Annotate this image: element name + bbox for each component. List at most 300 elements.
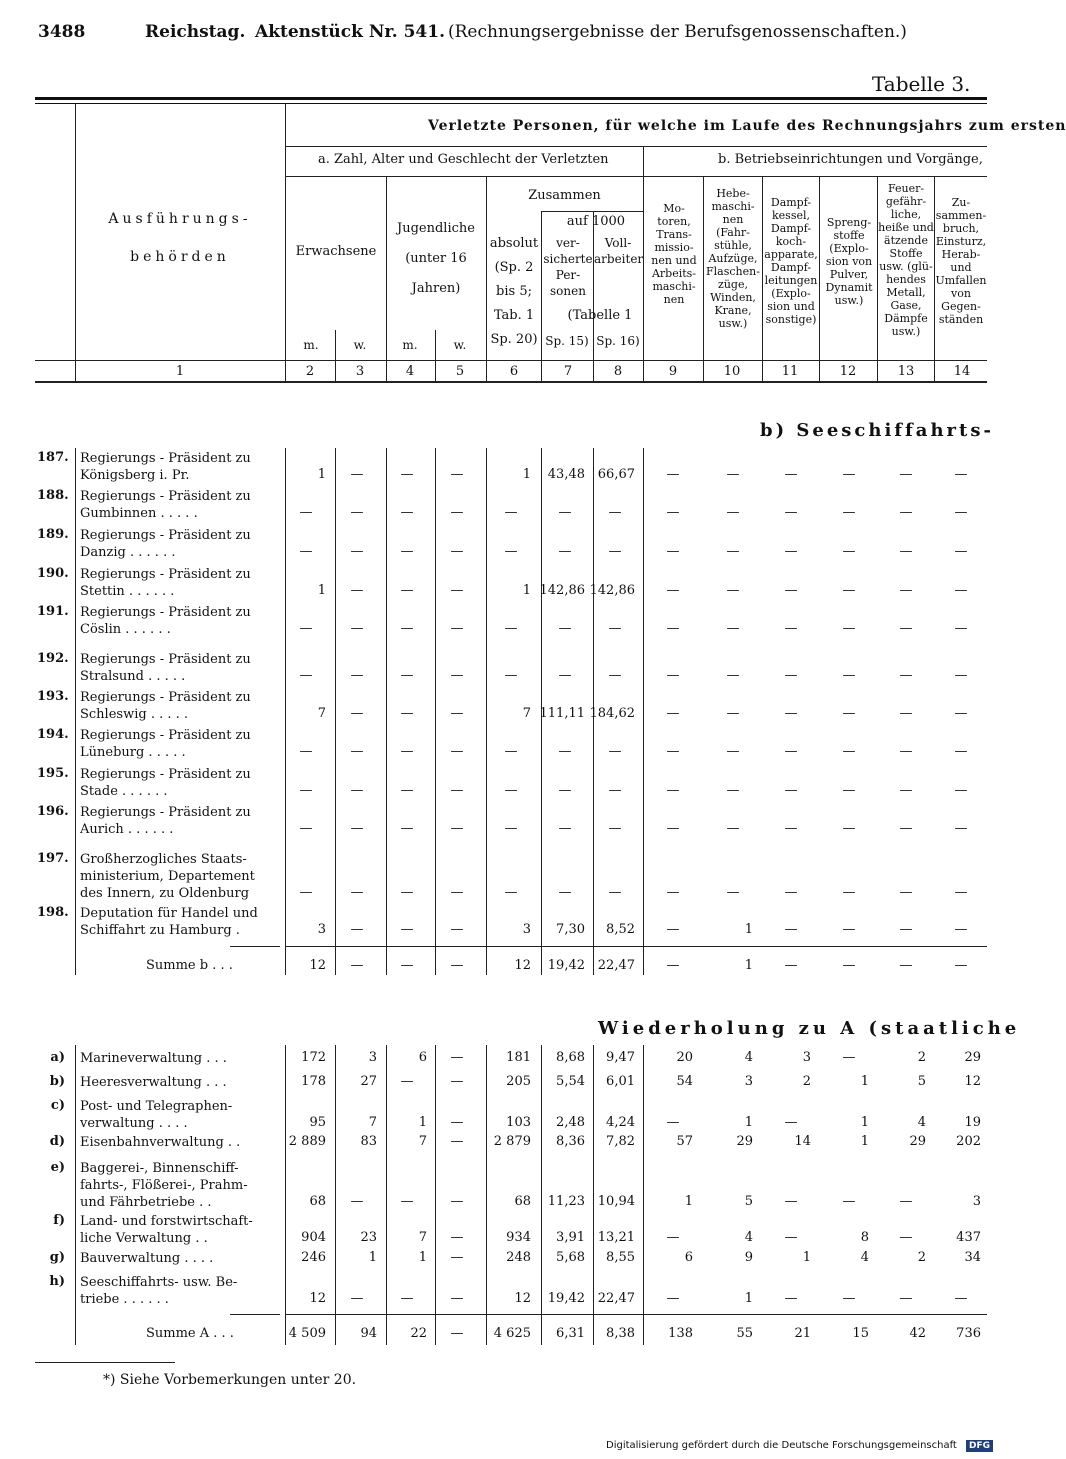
table-cell: — bbox=[400, 583, 414, 598]
table-cell: — bbox=[899, 783, 913, 798]
table-cell: — bbox=[350, 1194, 364, 1209]
table-cell: — bbox=[842, 544, 856, 559]
table-cell: — bbox=[899, 885, 913, 900]
table-cell: — bbox=[666, 885, 680, 900]
table-cell: — bbox=[899, 583, 913, 598]
table-cell: — bbox=[504, 621, 518, 636]
row-label: Baggerei-, Binnenschiff- bbox=[80, 1161, 239, 1176]
row-number: 197. bbox=[37, 851, 69, 866]
table-cell: — bbox=[842, 467, 856, 482]
table-cell: 5 bbox=[744, 1194, 753, 1209]
table-cell: — bbox=[842, 505, 856, 520]
row-label: Eisenbahnverwaltung . . bbox=[80, 1135, 241, 1150]
table-cell: — bbox=[299, 621, 313, 636]
table-cell: — bbox=[350, 1291, 364, 1306]
column-number: 14 bbox=[953, 364, 971, 379]
table-cell: — bbox=[450, 621, 464, 636]
grid-line bbox=[75, 1045, 76, 1345]
table-cell: — bbox=[784, 583, 798, 598]
table-cell: 4 bbox=[744, 1050, 753, 1065]
row-number: h) bbox=[49, 1274, 65, 1289]
table-cell: 111,11 bbox=[539, 706, 585, 721]
table-cell: — bbox=[450, 706, 464, 721]
table-cell: — bbox=[450, 668, 464, 683]
table-cell: — bbox=[450, 1050, 464, 1065]
sum-cell: 1 bbox=[744, 958, 753, 973]
column-number: 8 bbox=[613, 364, 623, 379]
table-cell: 29 bbox=[736, 1134, 753, 1149]
table-cell: 8 bbox=[860, 1230, 869, 1245]
table-cell: 178 bbox=[301, 1074, 326, 1089]
table-cell: — bbox=[842, 1291, 856, 1306]
table-cell: — bbox=[784, 505, 798, 520]
table-cell: — bbox=[350, 505, 364, 520]
table-cell: — bbox=[954, 467, 968, 482]
dfg-logo: DFG bbox=[966, 1440, 993, 1452]
auf1000-header: auf 1000 bbox=[566, 214, 626, 229]
row-label: liche Verwaltung . . bbox=[80, 1231, 208, 1246]
row-label: Regierungs - Präsident zu bbox=[80, 767, 251, 782]
vollarbeiter-header: Voll- arbeiter bbox=[594, 236, 644, 266]
table-cell: 3 bbox=[522, 922, 531, 937]
table-cell: — bbox=[954, 505, 968, 520]
row-number: f) bbox=[53, 1213, 65, 1228]
table-cell: 1 bbox=[522, 467, 531, 482]
table-cell: — bbox=[450, 1194, 464, 1209]
table-cell: 1 bbox=[317, 583, 326, 598]
table-cell: — bbox=[842, 621, 856, 636]
column-number: 1 bbox=[175, 364, 185, 379]
row-label: Königsberg i. Pr. bbox=[80, 468, 190, 483]
table-cell: — bbox=[842, 885, 856, 900]
table-cell: — bbox=[784, 885, 798, 900]
table-cell: 2 879 bbox=[493, 1134, 531, 1149]
table-cell: 9 bbox=[744, 1250, 753, 1265]
table-cell: — bbox=[726, 668, 740, 683]
row-label: Schleswig . . . . . bbox=[80, 707, 189, 722]
table-cell: 3 bbox=[744, 1074, 753, 1089]
row-number: d) bbox=[49, 1134, 65, 1149]
col11-header: Dampf- kessel, Dampf- koch- apparate, Dampf- leitungen (Explo- sion und sonstige) bbox=[764, 196, 818, 326]
table-cell: — bbox=[954, 783, 968, 798]
stub-header: Ausführungs- behörden bbox=[108, 211, 252, 265]
header-line bbox=[75, 104, 76, 381]
table-cell: 12 bbox=[964, 1074, 981, 1089]
sum-cell: — bbox=[954, 958, 968, 973]
credit-text: Digitalisierung gefördert durch die Deutsche Forschungsgemeinschaft bbox=[606, 1440, 957, 1451]
table-label: Tabelle 3. bbox=[872, 72, 971, 96]
col13-header: Feuer- gefähr- liche, heiße und ätzende Stoffe usw. (glü- hendes Metall, Gase, Dämpfe usw.) bbox=[878, 182, 934, 338]
sum-cell: — bbox=[666, 958, 680, 973]
table-cell: 246 bbox=[301, 1250, 326, 1265]
row-number: 193. bbox=[37, 689, 69, 704]
table-cell: — bbox=[608, 544, 622, 559]
sum-rule bbox=[230, 946, 280, 947]
column-number: 7 bbox=[563, 364, 573, 379]
table-cell: — bbox=[666, 744, 680, 759]
table-cell: — bbox=[450, 467, 464, 482]
row-label: Bauverwaltung . . . . bbox=[80, 1251, 214, 1266]
table-cell: — bbox=[784, 744, 798, 759]
header-rule-second bbox=[35, 103, 987, 104]
absolut-header: absolut (Sp. 2 bis 5; Tab. 1 Sp. 20) bbox=[489, 236, 539, 347]
table-cell: 1 bbox=[744, 1291, 753, 1306]
row-label: Danzig . . . . . . bbox=[80, 545, 176, 560]
sum-cell: 6,31 bbox=[556, 1326, 585, 1341]
table-cell: — bbox=[784, 467, 798, 482]
row-number: c) bbox=[50, 1098, 65, 1113]
row-number: e) bbox=[50, 1160, 65, 1175]
sum-cell: 4 625 bbox=[493, 1326, 531, 1341]
table-cell: 2,48 bbox=[556, 1115, 585, 1130]
table-cell: — bbox=[400, 621, 414, 636]
table-cell: — bbox=[726, 505, 740, 520]
table-cell: — bbox=[899, 505, 913, 520]
sum-cell: 8,38 bbox=[606, 1326, 635, 1341]
sum-cell: — bbox=[899, 958, 913, 973]
col14-header: Zu- sammen- bruch, Einsturz, Herab- und Umfallen von Gegen- ständen bbox=[935, 196, 987, 326]
section-repetition-title: Wiederholung zu A (staatliche bbox=[598, 1018, 1021, 1039]
column-number: 9 bbox=[668, 364, 678, 379]
table-cell: 29 bbox=[909, 1134, 926, 1149]
table-cell: — bbox=[299, 821, 313, 836]
sp16-note: Sp. 16) bbox=[596, 334, 640, 348]
table-cell: 11,23 bbox=[547, 1194, 585, 1209]
row-number: b) bbox=[49, 1074, 65, 1089]
table-cell: 437 bbox=[956, 1230, 981, 1245]
row-label: Gumbinnen . . . . . bbox=[80, 506, 198, 521]
table-cell: — bbox=[666, 783, 680, 798]
table-cell: — bbox=[726, 544, 740, 559]
table-cell: — bbox=[450, 1134, 464, 1149]
col9-header: Mo- toren, Trans- missio- nen und Arbeits- maschi- nen bbox=[651, 202, 697, 306]
table-cell: — bbox=[842, 1050, 856, 1065]
table-cell: — bbox=[450, 1115, 464, 1130]
table-cell: 904 bbox=[301, 1230, 326, 1245]
row-label: Regierungs - Präsident zu bbox=[80, 489, 251, 504]
table-cell: — bbox=[350, 544, 364, 559]
zusammen-header: Zusammen bbox=[528, 188, 601, 203]
table-cell: — bbox=[558, 505, 572, 520]
column-number: 6 bbox=[509, 364, 519, 379]
sum-cell: 21 bbox=[794, 1326, 811, 1341]
header-rule-top bbox=[35, 97, 987, 100]
sum-cell: 12 bbox=[309, 958, 326, 973]
table-cell: 7 bbox=[317, 706, 326, 721]
column-number: 5 bbox=[455, 364, 465, 379]
table-cell: 184,62 bbox=[589, 706, 635, 721]
table-cell: — bbox=[666, 821, 680, 836]
row-label: Regierungs - Präsident zu bbox=[80, 528, 251, 543]
header-line bbox=[486, 176, 487, 381]
male-label: m. bbox=[402, 338, 418, 352]
table-cell: — bbox=[450, 922, 464, 937]
row-number: 188. bbox=[37, 488, 69, 503]
digitization-credit bbox=[606, 1440, 993, 1452]
table-cell: — bbox=[504, 505, 518, 520]
table-cell: — bbox=[608, 885, 622, 900]
table-cell: 22,47 bbox=[597, 1291, 635, 1306]
table-cell: — bbox=[558, 668, 572, 683]
table-cell: 7 bbox=[418, 1134, 427, 1149]
table-cell: 2 bbox=[917, 1050, 926, 1065]
row-number: 196. bbox=[37, 804, 69, 819]
table-cell: — bbox=[350, 467, 364, 482]
row-label: Land- und forstwirtschaft- bbox=[80, 1214, 253, 1229]
table-cell: 12 bbox=[309, 1291, 326, 1306]
table-cell: — bbox=[450, 1291, 464, 1306]
grid-line bbox=[643, 448, 644, 975]
table-cell: — bbox=[400, 922, 414, 937]
table-cell: 3,91 bbox=[556, 1230, 585, 1245]
row-label: Großherzogliches Staats- bbox=[80, 852, 247, 867]
group-b-header: b. Betriebseinrichtungen und Vorgänge, bbox=[718, 152, 983, 167]
table-cell: 3 bbox=[317, 922, 326, 937]
table-cell: — bbox=[954, 922, 968, 937]
table-cell: 1 bbox=[317, 467, 326, 482]
row-number: 191. bbox=[37, 604, 69, 619]
table-cell: 10,94 bbox=[597, 1194, 635, 1209]
table-cell: — bbox=[299, 505, 313, 520]
table-cell: 8,55 bbox=[606, 1250, 635, 1265]
sum-cell: 736 bbox=[956, 1326, 981, 1341]
row-label: Stralsund . . . . . bbox=[80, 669, 186, 684]
table-cell: — bbox=[558, 744, 572, 759]
table-cell: — bbox=[842, 583, 856, 598]
table-cell: — bbox=[726, 706, 740, 721]
row-label: Cöslin . . . . . . bbox=[80, 622, 171, 637]
table-cell: — bbox=[450, 583, 464, 598]
table-cell: 1 bbox=[860, 1134, 869, 1149]
table-cell: 7 bbox=[368, 1115, 377, 1130]
table-cell: — bbox=[504, 885, 518, 900]
table-cell: — bbox=[299, 885, 313, 900]
table-cell: — bbox=[400, 1074, 414, 1089]
row-label: Heeresverwaltung . . . bbox=[80, 1075, 227, 1090]
table-cell: 1 bbox=[522, 583, 531, 598]
table-cell: — bbox=[350, 621, 364, 636]
row-number: 192. bbox=[37, 651, 69, 666]
table-cell: — bbox=[666, 1291, 680, 1306]
row-label: Stade . . . . . . bbox=[80, 784, 168, 799]
table-cell: — bbox=[954, 668, 968, 683]
table-cell: — bbox=[954, 583, 968, 598]
row-label: Post- und Telegraphen- bbox=[80, 1099, 233, 1114]
section-b-title: b) Seeschiffahrts- bbox=[760, 420, 994, 441]
table-cell: 7 bbox=[522, 706, 531, 721]
row-label: Aurich . . . . . . bbox=[80, 822, 174, 837]
sum-cell: 138 bbox=[668, 1326, 693, 1341]
column-number: 10 bbox=[723, 364, 741, 379]
table-cell: — bbox=[558, 783, 572, 798]
table-cell: — bbox=[842, 821, 856, 836]
page-number: 3488 bbox=[38, 22, 86, 42]
row-label: Marineverwaltung . . . bbox=[80, 1051, 227, 1066]
jugendliche-header: Jugendliche (unter 16 Jahren) bbox=[397, 221, 475, 296]
sum-cell: — bbox=[784, 958, 798, 973]
table-cell: — bbox=[608, 505, 622, 520]
table-cell: 68 bbox=[514, 1194, 531, 1209]
table-cell: 29 bbox=[964, 1050, 981, 1065]
table-cell: — bbox=[899, 821, 913, 836]
table-cell: — bbox=[504, 544, 518, 559]
table-cell: 6 bbox=[418, 1050, 427, 1065]
table-cell: — bbox=[400, 467, 414, 482]
table-cell: — bbox=[400, 1291, 414, 1306]
table-cell: 95 bbox=[309, 1115, 326, 1130]
sum-cell: — bbox=[450, 958, 464, 973]
row-label: Regierungs - Präsident zu bbox=[80, 690, 251, 705]
row-number: 189. bbox=[37, 527, 69, 542]
table-cell: 4 bbox=[744, 1230, 753, 1245]
table-cell: 1 bbox=[368, 1250, 377, 1265]
male-label: m. bbox=[303, 338, 319, 352]
table-cell: — bbox=[666, 621, 680, 636]
sum-cell: — bbox=[350, 958, 364, 973]
table-cell: 7,30 bbox=[556, 922, 585, 937]
table-cell: 68 bbox=[309, 1194, 326, 1209]
table-cell: 1 bbox=[860, 1115, 869, 1130]
sp15-note: Sp. 15) bbox=[545, 334, 589, 348]
table-cell: — bbox=[450, 1074, 464, 1089]
table-cell: 3 bbox=[972, 1194, 981, 1209]
table-cell: 5,68 bbox=[556, 1250, 585, 1265]
table-cell: — bbox=[350, 668, 364, 683]
table-cell: — bbox=[666, 544, 680, 559]
table-cell: 19,42 bbox=[547, 1291, 585, 1306]
table-cell: — bbox=[726, 783, 740, 798]
table-cell: 8,52 bbox=[606, 922, 635, 937]
sum-cell: 15 bbox=[852, 1326, 869, 1341]
table-cell: — bbox=[299, 744, 313, 759]
row-number: 198. bbox=[37, 905, 69, 920]
row-number: 190. bbox=[37, 566, 69, 581]
table-cell: — bbox=[784, 1291, 798, 1306]
table-cell: — bbox=[842, 922, 856, 937]
table-cell: — bbox=[504, 783, 518, 798]
row-label: Regierungs - Präsident zu bbox=[80, 451, 251, 466]
table-cell: 12 bbox=[514, 1291, 531, 1306]
grid-line bbox=[75, 448, 76, 975]
table-cell: 19 bbox=[964, 1115, 981, 1130]
row-label: Stettin . . . . . . bbox=[80, 584, 175, 599]
table-cell: 20 bbox=[676, 1050, 693, 1065]
table-cell: — bbox=[400, 706, 414, 721]
table-cell: — bbox=[350, 706, 364, 721]
table-cell: 1 bbox=[802, 1250, 811, 1265]
table-cell: — bbox=[504, 821, 518, 836]
sum-cell: 94 bbox=[360, 1326, 377, 1341]
table-cell: — bbox=[350, 821, 364, 836]
row-label: verwaltung . . . . bbox=[80, 1116, 188, 1131]
table-cell: — bbox=[299, 544, 313, 559]
table-cell: — bbox=[558, 885, 572, 900]
table-cell: — bbox=[899, 1291, 913, 1306]
table-cell: 9,47 bbox=[606, 1050, 635, 1065]
table-cell: 6 bbox=[684, 1250, 693, 1265]
header-line bbox=[643, 146, 644, 381]
row-number: 194. bbox=[37, 727, 69, 742]
table-cell: — bbox=[784, 544, 798, 559]
row-number: a) bbox=[50, 1050, 65, 1065]
table-cell: 1 bbox=[418, 1115, 427, 1130]
row-number: 187. bbox=[37, 450, 69, 465]
table-cell: 23 bbox=[360, 1230, 377, 1245]
row-label: Schiffahrt zu Hamburg . bbox=[80, 923, 240, 938]
table-cell: 1 bbox=[744, 922, 753, 937]
female-label: w. bbox=[353, 338, 367, 352]
footnote-rule bbox=[35, 1362, 175, 1363]
row-label: Regierungs - Präsident zu bbox=[80, 605, 251, 620]
table-cell: — bbox=[842, 1194, 856, 1209]
table-cell: — bbox=[558, 544, 572, 559]
table-cell: — bbox=[608, 621, 622, 636]
table-cell: 1 bbox=[684, 1194, 693, 1209]
table-cell: — bbox=[450, 885, 464, 900]
header-line bbox=[35, 360, 987, 361]
table-cell: — bbox=[450, 821, 464, 836]
table-cell: 2 bbox=[802, 1074, 811, 1089]
table-cell: 6,01 bbox=[606, 1074, 635, 1089]
table-cell: 83 bbox=[360, 1134, 377, 1149]
table-cell: — bbox=[350, 922, 364, 937]
column-number: 4 bbox=[405, 364, 415, 379]
sum-cell: 19,42 bbox=[547, 958, 585, 973]
table-cell: — bbox=[954, 544, 968, 559]
table-cell: 5 bbox=[917, 1074, 926, 1089]
table-cell: — bbox=[450, 783, 464, 798]
table-cell: 34 bbox=[964, 1250, 981, 1265]
table-cell: — bbox=[726, 621, 740, 636]
header-line bbox=[285, 176, 987, 177]
running-title-left: Reichstag. bbox=[145, 22, 246, 42]
table-cell: — bbox=[954, 744, 968, 759]
table-cell: — bbox=[666, 922, 680, 937]
row-label: fahrts-, Flößerei-, Prahm- bbox=[80, 1178, 248, 1193]
table-cell: — bbox=[726, 583, 740, 598]
sum-cell: 12 bbox=[514, 958, 531, 973]
table-cell: 57 bbox=[676, 1134, 693, 1149]
row-label: Seeschiffahrts- usw. Be- bbox=[80, 1275, 238, 1290]
row-label: ministerium, Departement bbox=[80, 869, 255, 884]
sum-cell: 22 bbox=[410, 1326, 427, 1341]
header-line bbox=[541, 211, 643, 212]
table-cell: — bbox=[299, 783, 313, 798]
running-title-document: Aktenstück Nr. 541. bbox=[255, 22, 446, 42]
table-cell: 8,68 bbox=[556, 1050, 585, 1065]
table-cell: — bbox=[504, 744, 518, 759]
running-title-subject: (Rechnungsergebnisse der Berufsgenossenschaften.) bbox=[448, 22, 907, 42]
table-cell: — bbox=[784, 668, 798, 683]
sum-label: Summe b . . . bbox=[146, 958, 233, 973]
table-cell: — bbox=[899, 706, 913, 721]
header-line bbox=[285, 146, 987, 147]
group-a-header: a. Zahl, Alter und Geschlecht der Verletzten bbox=[318, 152, 609, 167]
table-cell: 2 889 bbox=[288, 1134, 326, 1149]
row-number: g) bbox=[49, 1250, 65, 1265]
column-number: 3 bbox=[355, 364, 365, 379]
sum-cell: — bbox=[842, 958, 856, 973]
row-label: des Innern, zu Oldenburg bbox=[80, 886, 250, 901]
table-cell: 934 bbox=[506, 1230, 531, 1245]
table-cell: — bbox=[608, 744, 622, 759]
versicherte-header: ver- sicherte Per- sonen bbox=[543, 236, 593, 298]
table-cell: — bbox=[784, 706, 798, 721]
table-cell: — bbox=[400, 1194, 414, 1209]
table-cell: — bbox=[784, 1115, 798, 1130]
table-cell: — bbox=[666, 583, 680, 598]
table-cell: — bbox=[558, 621, 572, 636]
